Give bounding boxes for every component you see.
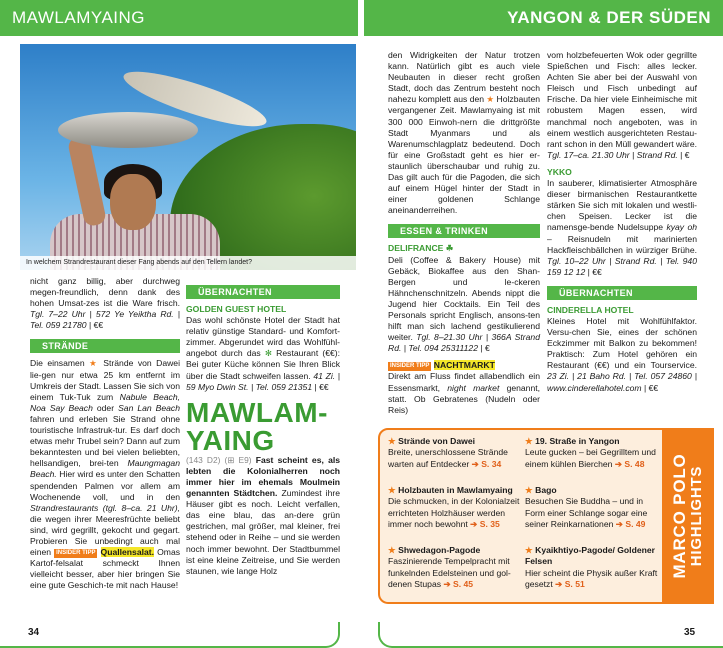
beach-photo: [20, 44, 356, 270]
column-2: ÜBERNACHTEN GOLDEN GUEST HOTEL Das wohl schönste Hotel der Stadt hat relativ günstige Standard- und Komfort-zimmer. Abgerundet wird das Wohlfühl-angebot durch das ✻ Restaurant (€€): Bei guter Küche können Sie Ihren Blick über die Stadt schweifen lassen. 41 Zi. | 59 Myo Dwin St. | Tel. 059 21351 | €€ MAWLAM- YAING (143 D2) (⊞ E9) Fast scheint es, als lebten die Kolonialherren noch immer hier im ehemals Moulmein genannten Städtchen. Zumindest ihre Häuser gibt es noch. Leicht verfallen, das eine blau, das an-dere grün gestrichen, mal größer, mal kleiner, frei stehend oder in Reihe – und sie werden noch immer bewohnt. Der Stadtbummel ist eine kleine Zeitreise, und Sie werden staunen, wie lange Holz: [186, 287, 341, 576]
column-1: nicht ganz billig, aber durchweg megen-freundlich, denn dank des hohen Umsat-zes ist die Ware frisch. Tgl. 7–22 Uhr | 572 Ye Yeikthа Rd. | Tel. 059 21780 | €€ STRÄNDE Die einsamen ★ Strände von Dawei lie-gen nur etwa 25 km entfernt im Umkreis der Stadt. Lassen Sie sich von einem Tuk-Tuk zum Nabule Beach, Noa Say Beach oder San Lan Beach fahren und erleben Sie Strand ohne touristische Infrastruk-tur. Es darf doch etwas mehr Trubel sein? Dann auf zum bekanntesten und bei vielen beliebten, hellsandigen, brei-ten Maungmagan Beach. Hier wird es unter den Schatten spendenden Palmen vor allem am Wochenende voll, und in den Strandrestaurants (tgl. 8–ca. 21 Uhr), die wegen ihrer Meeresfrüchte beliebt sind, wird gegrillt, gekocht und gegart. Probieren Sie unbedingt auch mal einen INSIDER TIPP Quallensalat. Omas Kartof-felsalat schmeckt Ihnen vielleicht besser, aber hier bringen Sie eine gute Geschich-te mit nach Hause!: [30, 276, 181, 591]
star-icon: ★: [525, 436, 533, 446]
insider-tip-badge: INSIDER TIPP: [56, 550, 96, 557]
star-icon: ★: [486, 94, 495, 105]
restaurant-name: YKKO: [547, 166, 572, 177]
leaf-icon: ✻: [264, 348, 273, 359]
page-number-left: 34: [28, 627, 40, 638]
footer-rule-right: [378, 622, 723, 648]
highlights-tab: MARCO POLO HIGHLIGHTS: [662, 428, 714, 604]
insider-tip-badge: INSIDER TIPP: [390, 363, 430, 370]
photo-caption: In welchem Strandrestaurant dieser Fang abends auf den Tellern landet?: [20, 256, 356, 270]
city-title: MAWLAM- YAING: [186, 396, 328, 456]
star-icon: ★: [388, 485, 396, 495]
hotel-name: CINDERELLA HOTEL: [547, 304, 634, 315]
restaurant-name: DELIFRANCE ☘: [388, 243, 454, 254]
footer-rule-left: [0, 622, 340, 648]
highlight-item: ★ Kyaikhtiyo-Pagode/ Goldener Felsen Hier scheint die Physik außer Kraft gesetzt ➔ S. 51: [525, 545, 658, 589]
highlight-item: ★ Holzbauten in Mawlamyaing Die schmucken, in der Kolonialzeit errichteten Holzhäuser werden immer noch bewohnt ➔ S. 35: [388, 485, 520, 529]
highlight-item: ★ 19. Straße in Yangon Leute gucken – bei Gegrilltem und einem kühlen Bierchen ➔ S. 48: [525, 436, 656, 469]
veggie-icon: ☘: [445, 243, 454, 254]
hotel-name: GOLDEN GUEST HOTEL: [186, 304, 287, 314]
nachtmarkt-heading: NACHTMARKT: [433, 360, 495, 371]
column-4: vom holzbefeuerten Wok oder gegrillte Spießchen und Fisch: alles lecker. Achten Sie aber bei der Auswahl von Fleisch und Fisch unbedingt auf Frische. Da hier viele Einheimische mit robustem Magen essen, wird manchmal noch angeboten, was in einem westlich ausgerichteten Restau-rant schon in den Müll gewandert wäre. Tgl. 17–ca. 21.30 Uhr | Strand Rd. | € YKKO In sauberer, klimatisierter Atmosphäre dieser birmanischen Restaurantkette stärken Sie sich mit lokalen und westli-chen Speisen. Lecker ist die namensge-bende Nudelsuppe kyay oh – Reisnudeln mit marinierten Hackfleischbällchen in würziger Brühe. Tgl. 10–22 Uhr | Strand Rd. | Tel. 940 159 12 12 | €€ ÜBERNACHTEN CINDERELLA HOTEL Kleines Hotel mit Wohlfühlfaktor. Versu-chen Sie, eines der schönen Eckzimmer mit Balkon zu bekommen! Praktisch: Zum Hotel gehören ein Restaurant (€€) und ein Tourservice. 23 Zi. | 21 Baho Rd. | Tel. 057 24860 | www.cinderellahotel.com | €€: [547, 50, 697, 393]
section-essen: ESSEN & TRINKEN: [388, 224, 540, 238]
highlight-item: ★ Bago Besuchen Sie Buddha – und in Form einer Schlange sogar eine seiner Reinkarnationen ➔ S. 49: [525, 485, 648, 529]
star-icon: ★: [388, 436, 396, 446]
star-icon: ★: [525, 485, 533, 495]
highlight-item: ★ Shwedagon-Pagode Faszinierende Tempelpracht mit funkelnden Edelsteinen und gol-denen Stupas ➔ S. 45: [388, 545, 511, 589]
column-3: den Widrigkeiten der Natur trotzen kann. Natürlich gibt es auch viele Neubauten in dieser recht großen Stadt, doch das Zentrum besteht noch nahezu komplett aus den ★ Holzbauten vergangener Zeit. Mawlamyaing ist mit 300 000 Einwoh-nern die drittgrößte Stadt Myanmars und als Warenumschlagplatz bedeutend. Doch für eine Großstadt geht es hier er-staunlich überschaubar und ruhig zu. Das gilt auch für die Pagoden, die sich auf einem Hügel hinter der Stadt in einer goldenen Schlange aneinanderreihen. ESSEN & TRINKEN DELIFRANCE ☘ Deli (Coffee & Bakery House) mit Gebäck, Biokaffee aus den Shan-Bergen und le-ckeren Hähnchenschnitzeln. Abends nippt die Jugend hier Cocktails. Ein Teil des Personals spricht Englisch, ansons-ten hilft man sich lachend gestikulierend weiter. Tgl. 8–21.30 Uhr | 366A Strand Rd. | Tel. 094 25311122 | € INSIDER TIPP NACHTMARKT Direkt am Fluss findet allabendlich ein Essensmarkt, night market genannt, statt. Ob Gebratenes (Nudeln oder Reis): [388, 50, 541, 415]
running-header-left: MAWLAMYAING: [0, 0, 358, 36]
section-uebernachten: ÜBERNACHTEN: [186, 285, 340, 299]
section-strande: STRÄNDE: [30, 339, 180, 353]
section-uebernachten-2: ÜBERNACHTEN: [547, 286, 697, 300]
star-icon: ★: [89, 358, 99, 369]
highlight-item: ★ Strände von Dawei Breite, unerschlossene Strände warten auf Entdecker ➔ S. 34: [388, 436, 508, 469]
running-header-right: YANGON & DER SÜDEN: [364, 0, 723, 36]
star-icon: ★: [388, 545, 396, 555]
star-icon: ★: [525, 545, 533, 555]
page-number-right: 35: [684, 627, 696, 638]
